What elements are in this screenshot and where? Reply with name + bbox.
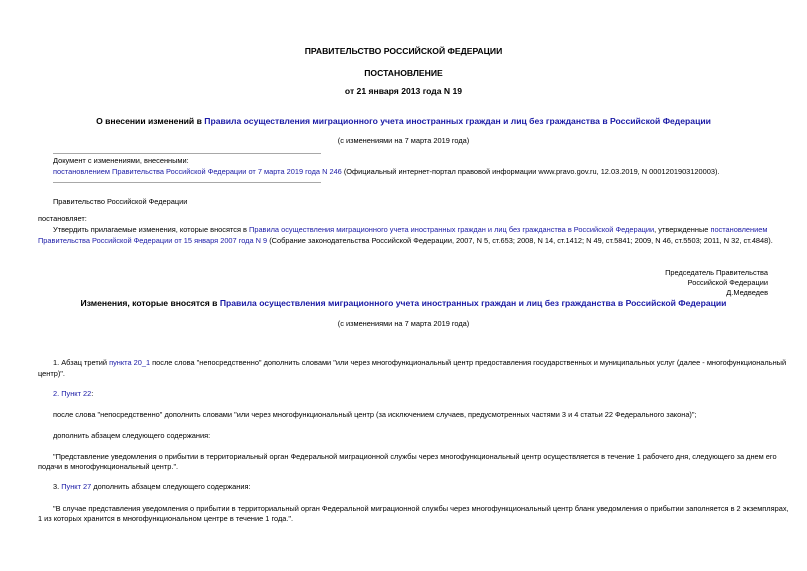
item3-quote-line1: "В случае представления уведомления о прибытии в территориальный орган Федеральной миграционной службы через многофункциональный центр бланк уведомления о прибытии заполняется в 2 экземплярах, [53, 504, 789, 513]
item3-quote-line2: 1 из которых хранится в многофункциональном центре в течение 1 года.". [38, 514, 294, 523]
signature-position-1: Председатель Правительства [665, 268, 768, 277]
revision-note: (с изменениями на 7 марта 2019 года) [337, 136, 470, 145]
item1-text-b: после слова "непосредственно" дополнить словами "или через многофункциональный центр предоставления государственных и муниципальных услуг (далее - многофункциональный [150, 358, 787, 367]
document-title [0, 116, 807, 126]
government-heading: ПРАВИТЕЛЬСТВО РОССИЙСКОЙ ФЕДЕРАЦИИ [304, 46, 503, 56]
signature-position-2: Российской Федерации [687, 278, 768, 287]
approve-text-3: (Собрание законодательства Российской Федерации, 2007, N 5, ст.653; 2008, N 14, ст.1412; N 49, ст.5841; 2009, N 46, ст.5503; 2011, N 32, ст.4848). [267, 236, 773, 245]
item1-line2: центр)". [38, 369, 65, 378]
item2-add: дополнить абзацем следующего содержания: [53, 431, 211, 440]
item3-heading [53, 482, 251, 492]
changes-source-rest: (Официальный интернет-портал правовой информации www.pravo.gov.ru, 12.03.2019, N 0001201903120003). [341, 167, 720, 176]
resolution-link-b[interactable]: Правительства Российской Федерации от 15 января 2007 года N 9 [38, 236, 268, 245]
item2-colon: : [91, 389, 94, 398]
item1-link[interactable]: пункта 20_1 [109, 358, 151, 367]
document-type: ПОСТАНОВЛЕНИЕ [364, 68, 443, 78]
resolution-link-a[interactable]: постановлением [710, 225, 768, 234]
item2-link[interactable]: 2. Пункт 22 [53, 389, 92, 398]
title-prefix: О внесении изменений в [96, 116, 205, 126]
item2-quote-line1: "Представление уведомления о прибытии в территориальный орган Федеральной миграционной службы через многофункциональный центр осуществляется в течение 1 рабочего дня, следующего за днем его [53, 452, 777, 461]
signature-name: Д.Медведев [726, 288, 768, 297]
item2-text: после слова "непосредственно" дополнить словами "или через многофункциональный центр (за исключением случаев, предусмотренных частями 3 и 4 статьи 22 Федерального закона)"; [53, 410, 697, 419]
document-date-number: от 21 января 2013 года N 19 [344, 86, 463, 96]
rules-link[interactable]: Правила осуществления миграционного учета иностранных граждан и лиц без гражданства в Российской Федерации [204, 116, 711, 126]
divider-top [53, 153, 321, 154]
approve-rules-link[interactable]: Правила осуществления миграционного учета иностранных граждан и лиц без гражданства в Российской Федерации [249, 225, 655, 234]
approve-paragraph-line2 [38, 236, 773, 246]
item3-link[interactable]: Пункт 27 [61, 482, 92, 491]
annex-title-prefix: Изменения, которые вносятся в [80, 298, 220, 308]
item1-text-a: 1. Абзац третий [53, 358, 110, 367]
item2-heading [53, 389, 93, 399]
decides-line: постановляет: [38, 214, 87, 223]
changes-source [53, 167, 719, 177]
annex-title [0, 298, 807, 308]
item3-text-b: дополнить абзацем следующего содержания: [91, 482, 251, 491]
item1-line1 [53, 358, 786, 368]
annex-revision-note: (с изменениями на 7 марта 2019 года) [337, 319, 470, 328]
item3-text-a: 3. [53, 482, 62, 491]
approve-text-1: Утвердить прилагаемые изменения, которые вносятся в [53, 225, 250, 234]
changes-heading: Документ с изменениями, внесенными: [53, 156, 189, 165]
item2-quote-line2: подачи в многофункциональный центр.". [38, 462, 179, 471]
divider-bottom [53, 182, 321, 183]
approve-text-2: , утвержденные [654, 225, 711, 234]
amendment-link[interactable]: постановлением Правительства Российской Федерации от 7 марта 2019 года N 246 [53, 167, 342, 176]
government-line: Правительство Российской Федерации [53, 197, 188, 206]
approve-paragraph-line1 [53, 225, 767, 235]
annex-rules-link[interactable]: Правила осуществления миграционного учета иностранных граждан и лиц без гражданства в Российской Федерации [219, 298, 727, 308]
